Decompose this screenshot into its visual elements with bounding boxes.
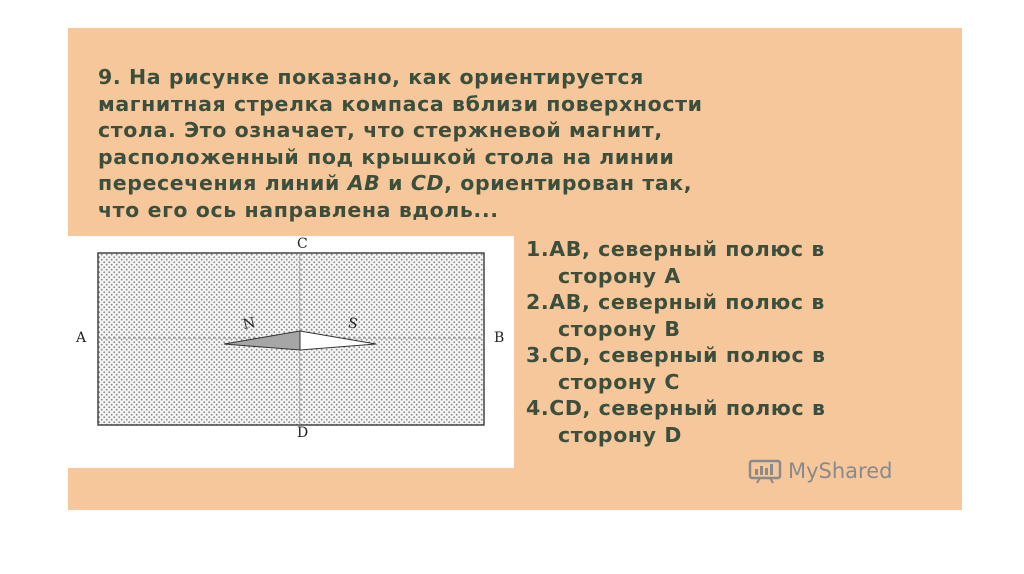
question-line: пересечения линий AB и CD, ориентирован так, [98, 171, 693, 195]
label-d: D [297, 425, 309, 441]
myshared-watermark [748, 456, 892, 486]
question-line: что его ось направлена вдоль... [98, 197, 499, 222]
question-line: расположенный под крышкой стола на линии [98, 144, 675, 169]
answer-option[interactable]: 2.AB, северный полюс в сторону B [526, 290, 825, 341]
compass-figure [68, 236, 514, 468]
myshared-logo-icon [748, 458, 782, 484]
question-line: 9. На рисунке показано, как ориентируется [98, 65, 644, 89]
question-text [98, 64, 918, 223]
answer-options [526, 236, 946, 448]
answer-option[interactable]: 4.CD, северный полюс в сторону D [526, 396, 826, 447]
label-s: S [346, 315, 360, 333]
answer-option[interactable]: 1.AB, северный полюс в сторону A [526, 237, 825, 288]
label-b: B [494, 330, 505, 346]
label-n: N [241, 314, 257, 334]
question-line: стола. Это означает, что стержневой магнит, [98, 118, 663, 142]
slide [68, 28, 962, 510]
watermark-text: MyShared [788, 459, 893, 483]
label-c: C [297, 236, 308, 252]
question-line: магнитная стрелка компаса вблизи поверхности [98, 91, 703, 116]
table-diagram [68, 236, 514, 468]
label-a: A [76, 330, 87, 346]
answer-option[interactable]: 3.CD, северный полюс в сторону C [526, 343, 826, 394]
